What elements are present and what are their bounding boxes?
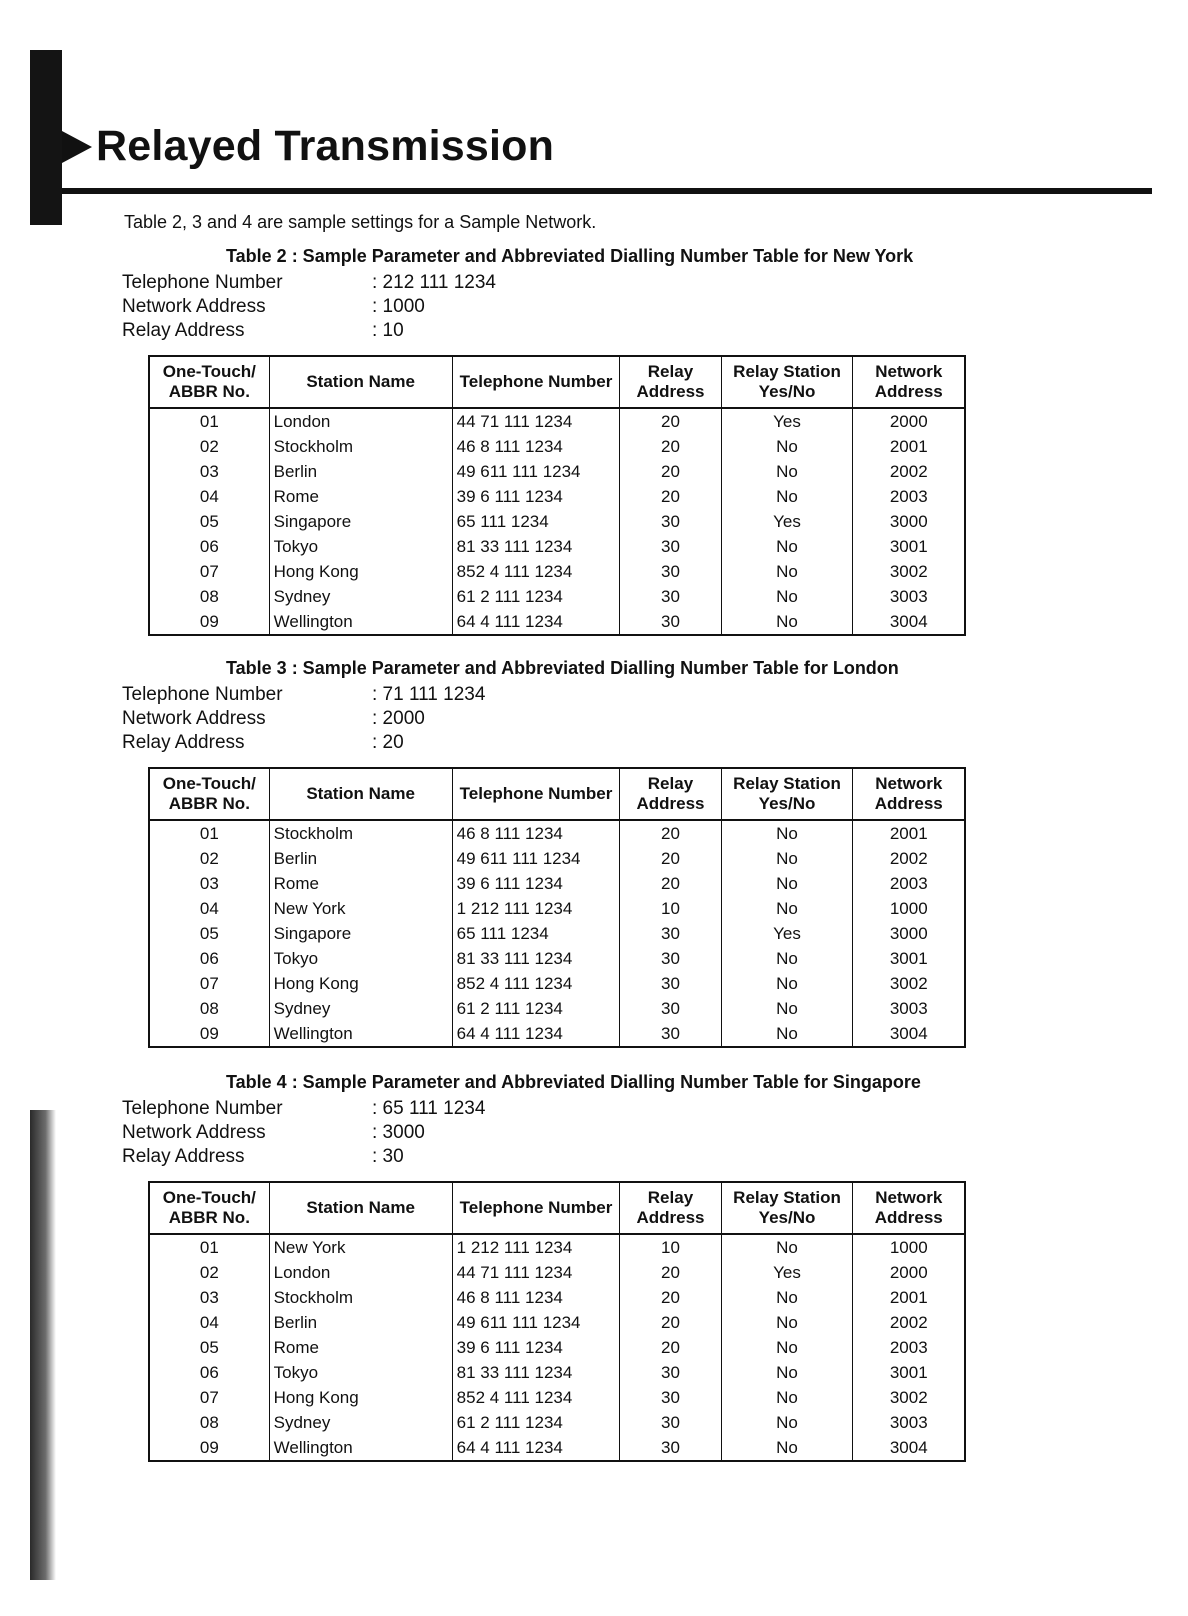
cell-station: No: [721, 584, 853, 609]
cell-tel: 1 212 111 1234: [452, 1234, 620, 1260]
cell-network: 3001: [853, 1360, 965, 1385]
dialling-number-table: [148, 767, 966, 1048]
cell-station: No: [721, 871, 853, 896]
table-row: [149, 534, 965, 559]
column-header-tel: Telephone Number: [452, 768, 620, 820]
cell-relay: 30: [620, 946, 721, 971]
cell-relay: 30: [620, 509, 721, 534]
cell-tel: 81 33 111 1234: [452, 946, 620, 971]
table-row: [149, 996, 965, 1021]
cell-station: No: [721, 434, 853, 459]
cell-relay: 10: [620, 1234, 721, 1260]
cell-station: No: [721, 1435, 853, 1461]
table-header-row: [149, 356, 965, 408]
cell-name: Wellington: [269, 609, 452, 635]
parameter-value: : 10: [372, 320, 404, 341]
scan-edge-shadow-lower: [30, 1110, 56, 1580]
cell-station: Yes: [721, 509, 853, 534]
cell-tel: 81 33 111 1234: [452, 534, 620, 559]
cell-tel: 44 71 111 1234: [452, 408, 620, 434]
cell-station: No: [721, 1360, 853, 1385]
table-row: [149, 1335, 965, 1360]
cell-network: 3003: [853, 584, 965, 609]
dialling-number-table: [148, 1181, 966, 1462]
cell-network: 2003: [853, 871, 965, 896]
cell-relay: 30: [620, 921, 721, 946]
parameter-label: Relay Address: [122, 320, 245, 341]
cell-network: 2001: [853, 820, 965, 846]
table-row: [149, 559, 965, 584]
cell-name: Berlin: [269, 1310, 452, 1335]
cell-name: London: [269, 408, 452, 434]
cell-no: 04: [149, 1310, 269, 1335]
column-header-tel: Telephone Number: [452, 356, 620, 408]
cell-name: Stockholm: [269, 434, 452, 459]
cell-network: 3004: [853, 609, 965, 635]
column-header-network: Network Address: [853, 356, 965, 408]
cell-network: 2002: [853, 1310, 965, 1335]
cell-tel: 65 111 1234: [452, 921, 620, 946]
cell-name: Tokyo: [269, 946, 452, 971]
table-row: [149, 509, 965, 534]
cell-station: No: [721, 1335, 853, 1360]
cell-tel: 81 33 111 1234: [452, 1360, 620, 1385]
cell-station: No: [721, 484, 853, 509]
table-row: [149, 896, 965, 921]
parameter-list: [122, 683, 996, 755]
cell-name: Sydney: [269, 1410, 452, 1435]
cell-name: Stockholm: [269, 820, 452, 846]
cell-tel: 61 2 111 1234: [452, 584, 620, 609]
cell-no: 06: [149, 946, 269, 971]
cell-name: Tokyo: [269, 534, 452, 559]
cell-tel: 61 2 111 1234: [452, 1410, 620, 1435]
cell-no: 09: [149, 1435, 269, 1461]
parameter-label: Network Address: [122, 708, 266, 729]
parameter-value: : 71 111 1234: [372, 684, 486, 705]
column-header-network: Network Address: [853, 1182, 965, 1234]
parameter-label: Network Address: [122, 296, 266, 317]
column-header-relay-station: Relay Station Yes/No: [721, 1182, 853, 1234]
table-row: [149, 1385, 965, 1410]
cell-station: No: [721, 971, 853, 996]
cell-network: 1000: [853, 896, 965, 921]
cell-name: Hong Kong: [269, 971, 452, 996]
cell-no: 02: [149, 1260, 269, 1285]
cell-relay: 20: [620, 1285, 721, 1310]
cell-network: 2003: [853, 1335, 965, 1360]
cell-no: 05: [149, 509, 269, 534]
column-header-relay-station: Relay Station Yes/No: [721, 768, 853, 820]
cell-name: Hong Kong: [269, 559, 452, 584]
cell-relay: 30: [620, 1410, 721, 1435]
cell-station: No: [721, 534, 853, 559]
table-row: [149, 1234, 965, 1260]
cell-no: 05: [149, 921, 269, 946]
parameter-row: [122, 1097, 996, 1121]
table-row: [149, 921, 965, 946]
parameter-label: Telephone Number: [122, 272, 283, 293]
parameter-label: Relay Address: [122, 1146, 245, 1167]
cell-network: 3000: [853, 509, 965, 534]
cell-no: 05: [149, 1335, 269, 1360]
cell-tel: 39 6 111 1234: [452, 871, 620, 896]
table-section-singapore: [116, 1072, 996, 1462]
cell-tel: 46 8 111 1234: [452, 820, 620, 846]
cell-name: Singapore: [269, 509, 452, 534]
cell-relay: 20: [620, 1310, 721, 1335]
cell-no: 08: [149, 996, 269, 1021]
parameter-value: : 3000: [372, 1122, 425, 1143]
cell-relay: 30: [620, 1360, 721, 1385]
parameter-label: Telephone Number: [122, 684, 283, 705]
table-row: [149, 846, 965, 871]
table-row: [149, 408, 965, 434]
parameter-label: Relay Address: [122, 732, 245, 753]
table-caption: Table 3 : Sample Parameter and Abbreviated Dialling Number Table for London: [226, 658, 899, 678]
cell-no: 02: [149, 434, 269, 459]
cell-no: 09: [149, 1021, 269, 1047]
cell-network: 3001: [853, 946, 965, 971]
cell-station: No: [721, 896, 853, 921]
column-header-name: Station Name: [269, 356, 452, 408]
parameter-value: : 20: [372, 732, 404, 753]
cell-name: Rome: [269, 1335, 452, 1360]
cell-network: 2001: [853, 434, 965, 459]
cell-station: No: [721, 459, 853, 484]
parameter-value: : 212 111 1234: [372, 272, 496, 293]
cell-tel: 49 611 111 1234: [452, 459, 620, 484]
cell-no: 01: [149, 408, 269, 434]
column-header-relay: Relay Address: [620, 768, 721, 820]
table-row: [149, 1310, 965, 1335]
cell-relay: 30: [620, 534, 721, 559]
cell-tel: 852 4 111 1234: [452, 559, 620, 584]
cell-station: Yes: [721, 408, 853, 434]
cell-relay: 20: [620, 1335, 721, 1360]
parameter-row: [122, 1145, 996, 1169]
table-row: [149, 484, 965, 509]
cell-no: 04: [149, 484, 269, 509]
page-title: [62, 122, 1152, 171]
table-row: [149, 459, 965, 484]
cell-relay: 20: [620, 459, 721, 484]
page-header: [62, 122, 1152, 171]
cell-network: 3001: [853, 534, 965, 559]
column-header-no: One-Touch/ ABBR No.: [149, 356, 269, 408]
cell-tel: 852 4 111 1234: [452, 971, 620, 996]
cell-relay: 20: [620, 484, 721, 509]
cell-station: No: [721, 1234, 853, 1260]
parameter-list: [122, 271, 996, 343]
cell-no: 02: [149, 846, 269, 871]
cell-relay: 30: [620, 1021, 721, 1047]
cell-network: 2001: [853, 1285, 965, 1310]
cell-name: Rome: [269, 484, 452, 509]
table-row: [149, 584, 965, 609]
cell-relay: 30: [620, 1435, 721, 1461]
cell-tel: 64 4 111 1234: [452, 1021, 620, 1047]
table-row: [149, 1410, 965, 1435]
cell-no: 07: [149, 1385, 269, 1410]
cell-station: No: [721, 609, 853, 635]
cell-station: No: [721, 946, 853, 971]
cell-station: No: [721, 1410, 853, 1435]
cell-relay: 30: [620, 996, 721, 1021]
cell-no: 07: [149, 559, 269, 584]
parameter-row: [122, 1121, 996, 1145]
table-row: [149, 971, 965, 996]
page-title-text: Relayed Transmission: [96, 122, 555, 170]
cell-network: 3003: [853, 1410, 965, 1435]
cell-network: 2000: [853, 1260, 965, 1285]
column-header-tel: Telephone Number: [452, 1182, 620, 1234]
cell-name: Wellington: [269, 1435, 452, 1461]
table-section-new-york: [116, 246, 996, 636]
table-header-row: [149, 768, 965, 820]
cell-relay: 30: [620, 971, 721, 996]
cell-tel: 1 212 111 1234: [452, 896, 620, 921]
intro-text: Table 2, 3 and 4 are sample settings for a Sample Network.: [124, 212, 597, 232]
column-header-no: One-Touch/ ABBR No.: [149, 1182, 269, 1234]
parameter-row: [122, 707, 996, 731]
cell-relay: 20: [620, 434, 721, 459]
cell-tel: 852 4 111 1234: [452, 1385, 620, 1410]
cell-relay: 20: [620, 820, 721, 846]
cell-network: 3002: [853, 559, 965, 584]
cell-network: 2000: [853, 408, 965, 434]
cell-name: Sydney: [269, 996, 452, 1021]
cell-tel: 64 4 111 1234: [452, 609, 620, 635]
table-row: [149, 609, 965, 635]
cell-station: No: [721, 820, 853, 846]
cell-name: Wellington: [269, 1021, 452, 1047]
cell-no: 03: [149, 871, 269, 896]
parameter-value: : 30: [372, 1146, 404, 1167]
table-row: [149, 1435, 965, 1461]
cell-station: Yes: [721, 1260, 853, 1285]
cell-relay: 30: [620, 1385, 721, 1410]
cell-name: Hong Kong: [269, 1385, 452, 1410]
cell-station: No: [721, 1385, 853, 1410]
table-caption: Table 2 : Sample Parameter and Abbreviated Dialling Number Table for New York: [226, 246, 914, 266]
column-header-name: Station Name: [269, 1182, 452, 1234]
cell-relay: 30: [620, 584, 721, 609]
cell-station: No: [721, 1285, 853, 1310]
cell-name: London: [269, 1260, 452, 1285]
cell-network: 1000: [853, 1234, 965, 1260]
parameter-label: Network Address: [122, 1122, 266, 1143]
cell-name: Stockholm: [269, 1285, 452, 1310]
cell-tel: 49 611 111 1234: [452, 1310, 620, 1335]
cell-relay: 30: [620, 559, 721, 584]
table-row: [149, 946, 965, 971]
cell-name: Berlin: [269, 459, 452, 484]
cell-no: 01: [149, 820, 269, 846]
dialling-number-table: [148, 355, 966, 636]
scan-edge-shadow: [30, 50, 62, 225]
table-section-london: [116, 658, 996, 1048]
cell-station: Yes: [721, 921, 853, 946]
parameter-value: : 65 111 1234: [372, 1098, 486, 1119]
cell-tel: 65 111 1234: [452, 509, 620, 534]
table-row: [149, 1021, 965, 1047]
cell-tel: 61 2 111 1234: [452, 996, 620, 1021]
cell-relay: 20: [620, 871, 721, 896]
cell-network: 3002: [853, 1385, 965, 1410]
cell-network: 3000: [853, 921, 965, 946]
column-header-relay: Relay Address: [620, 356, 721, 408]
title-rule: [62, 188, 1152, 194]
cell-network: 2002: [853, 459, 965, 484]
parameter-row: [122, 295, 996, 319]
cell-name: Berlin: [269, 846, 452, 871]
table-row: [149, 820, 965, 846]
cell-tel: 39 6 111 1234: [452, 1335, 620, 1360]
arrow-icon: [62, 131, 92, 163]
cell-relay: 10: [620, 896, 721, 921]
table-header-row: [149, 1182, 965, 1234]
cell-tel: 49 611 111 1234: [452, 846, 620, 871]
cell-station: No: [721, 846, 853, 871]
cell-name: Tokyo: [269, 1360, 452, 1385]
cell-name: Singapore: [269, 921, 452, 946]
cell-no: 07: [149, 971, 269, 996]
cell-network: 2002: [853, 846, 965, 871]
parameter-value: : 2000: [372, 708, 425, 729]
cell-tel: 39 6 111 1234: [452, 484, 620, 509]
cell-tel: 44 71 111 1234: [452, 1260, 620, 1285]
cell-name: Rome: [269, 871, 452, 896]
cell-network: 3002: [853, 971, 965, 996]
cell-network: 3004: [853, 1021, 965, 1047]
table-row: [149, 1260, 965, 1285]
cell-relay: 30: [620, 609, 721, 635]
cell-name: Sydney: [269, 584, 452, 609]
cell-station: No: [721, 1310, 853, 1335]
table-row: [149, 871, 965, 896]
column-header-no: One-Touch/ ABBR No.: [149, 768, 269, 820]
cell-station: No: [721, 559, 853, 584]
column-header-relay: Relay Address: [620, 1182, 721, 1234]
table-row: [149, 1360, 965, 1385]
cell-no: 04: [149, 896, 269, 921]
cell-no: 03: [149, 1285, 269, 1310]
cell-no: 08: [149, 584, 269, 609]
cell-no: 06: [149, 1360, 269, 1385]
cell-tel: 46 8 111 1234: [452, 1285, 620, 1310]
parameter-value: : 1000: [372, 296, 425, 317]
cell-relay: 20: [620, 1260, 721, 1285]
cell-no: 09: [149, 609, 269, 635]
cell-station: No: [721, 1021, 853, 1047]
cell-network: 3003: [853, 996, 965, 1021]
cell-tel: 64 4 111 1234: [452, 1435, 620, 1461]
parameter-row: [122, 319, 996, 343]
column-header-network: Network Address: [853, 768, 965, 820]
cell-no: 01: [149, 1234, 269, 1260]
column-header-relay-station: Relay Station Yes/No: [721, 356, 853, 408]
cell-no: 03: [149, 459, 269, 484]
parameter-list: [122, 1097, 996, 1169]
parameter-row: [122, 731, 996, 755]
cell-station: No: [721, 996, 853, 1021]
table-row: [149, 434, 965, 459]
cell-relay: 20: [620, 408, 721, 434]
table-row: [149, 1285, 965, 1310]
column-header-name: Station Name: [269, 768, 452, 820]
cell-name: New York: [269, 1234, 452, 1260]
parameter-row: [122, 271, 996, 295]
table-caption: Table 4 : Sample Parameter and Abbreviated Dialling Number Table for Singapore: [226, 1072, 921, 1092]
parameter-row: [122, 683, 996, 707]
cell-network: 3004: [853, 1435, 965, 1461]
cell-tel: 46 8 111 1234: [452, 434, 620, 459]
parameter-label: Telephone Number: [122, 1098, 283, 1119]
cell-network: 2003: [853, 484, 965, 509]
cell-relay: 20: [620, 846, 721, 871]
cell-name: New York: [269, 896, 452, 921]
cell-no: 08: [149, 1410, 269, 1435]
cell-no: 06: [149, 534, 269, 559]
